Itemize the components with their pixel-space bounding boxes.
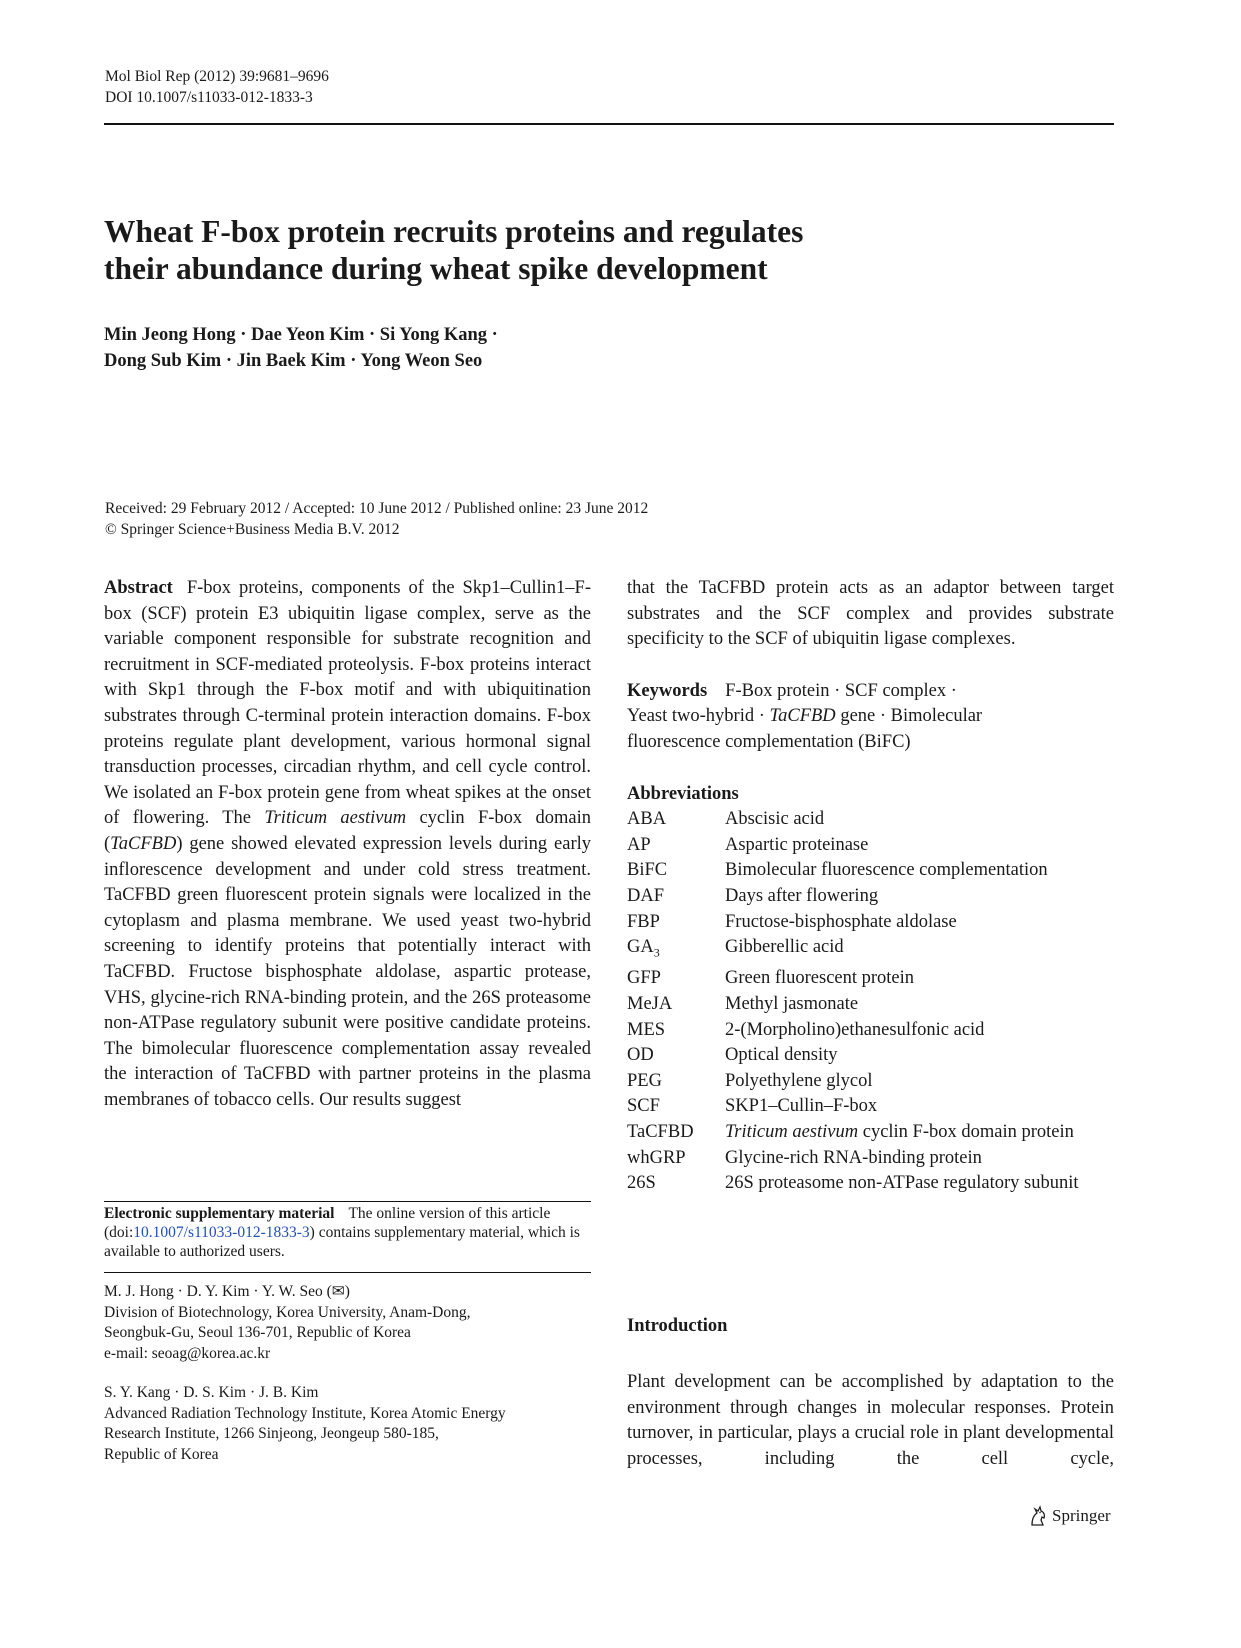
electronic-supplementary-material xyxy=(104,1201,591,1261)
author-list xyxy=(104,322,804,374)
publisher-logo xyxy=(1028,1505,1111,1527)
affiliation-1 xyxy=(104,1282,591,1364)
abbreviation-key: AP xyxy=(627,834,651,855)
abbreviations-heading: Abbreviations xyxy=(627,783,739,804)
abbreviation-row xyxy=(627,1171,1114,1197)
abbreviation-key: 26S xyxy=(627,1173,656,1194)
publisher-name: Springer xyxy=(1052,1506,1111,1525)
abbreviation-key: DAF xyxy=(627,885,665,906)
esm-title: Electronic supplementary material xyxy=(104,1205,335,1222)
abbreviation-key: ABA xyxy=(627,809,667,830)
abbreviation-row xyxy=(627,992,1114,1018)
abbreviation-definition: Optical density xyxy=(725,1045,838,1066)
abbreviation-row xyxy=(627,1120,1114,1146)
journal-citation: Mol Biol Rep (2012) 39:9681–9696 xyxy=(105,68,329,85)
doi-line: DOI 10.1007/s11033-012-1833-3 xyxy=(105,89,313,106)
abbreviation-definition: Days after flowering xyxy=(725,885,879,906)
abbreviation-row xyxy=(627,1146,1114,1172)
keywords-line-3: fluorescence complementation (BiFC) xyxy=(627,731,911,752)
springer-horse-icon xyxy=(1028,1505,1048,1527)
keywords-line-2 xyxy=(627,704,1114,730)
introduction-text: Plant development can be accomplished by adaptation to the environment through changes in molecular responses. Protein turnover, in particular, plays a crucial role in plant developmental processes, including the cell cycle, xyxy=(627,1372,1114,1469)
keywords-label: Keywords xyxy=(627,680,708,701)
abbreviation-definition: Polyethylene glycol xyxy=(725,1070,873,1091)
abbreviations-list xyxy=(627,807,1114,1197)
affiliation-2-line-2: Research Institute, 1266 Sinjeong, Jeongeup 580-185, xyxy=(104,1425,439,1442)
abbreviation-key: $GA_3$ xyxy=(627,937,660,960)
abbreviation-key: whGRP xyxy=(627,1147,686,1168)
abbreviation-key: FBP xyxy=(627,911,660,932)
abstract-gene: TaCFBD xyxy=(110,833,177,854)
abbreviation-row xyxy=(627,910,1114,936)
abbreviation-definition: Methyl jasmonate xyxy=(725,994,859,1014)
abbreviation-definition: Glycine-rich RNA-binding protein xyxy=(725,1147,982,1168)
abbreviation-row xyxy=(627,1094,1114,1120)
abbreviation-key: MeJA xyxy=(627,994,673,1014)
affiliation-2-names: S. Y. Kang · D. S. Kim · J. B. Kim xyxy=(104,1384,319,1401)
introduction-heading: Introduction xyxy=(627,1316,728,1336)
abbreviation-row xyxy=(627,884,1114,910)
abbreviation-definition: Triticum aestivum cyclin F-box domain protein xyxy=(725,1121,1074,1142)
keywords-line-2-text: Yeast two-hybrid · xyxy=(627,706,770,727)
abstract-text-3: ) gene showed elevated expression levels during early inflorescence development and under cold stress treatment. TaCFBD green fluorescent protein signals were localized in the cytoplasm and plasma membrane. We used yeast two-hybrid screening to identify proteins that potentially interact with TaCFBD. Fructose bisphosphate aldolase, aspartic protease, VHS, glycine-rich RNA-binding protein, and the 26S proteasome non-ATPase regulatory subunit were positive candidate proteins. The bimolecular fluorescence complementation assay revealed the interaction of TaCFBD with partner proteins in the plasma membranes of tobacco cells. Our results suggest xyxy=(104,833,591,1110)
abstract-text-2: cyclin F-box domain ( xyxy=(104,808,591,854)
abbreviation-key: OD xyxy=(627,1045,654,1066)
abbreviation-key: BiFC xyxy=(627,860,668,881)
abbreviation-definition: SKP1–Cullin–F-box xyxy=(725,1096,878,1117)
keywords-gene: TaCFBD xyxy=(769,706,836,727)
authors-line-2: Dong Sub Kim · Jin Baek Kim · Yong Weon Seo xyxy=(104,351,483,371)
abbreviation-key: GFP xyxy=(627,968,661,989)
abbreviation-definition: Abscisic acid xyxy=(725,809,825,830)
publication-dates xyxy=(105,498,648,540)
abbreviation-row xyxy=(627,935,1114,966)
abbreviation-row xyxy=(627,807,1114,833)
abbreviation-definition: Fructose-bisphosphate aldolase xyxy=(725,911,957,932)
abbreviation-definition: 26S proteasome non-ATPase regulatory subunit xyxy=(725,1173,1079,1194)
abbreviation-key: MES xyxy=(627,1019,666,1040)
title-line-1: Wheat F-box protein recruits proteins and regulates xyxy=(104,214,804,249)
affiliation-2-line-3: Republic of Korea xyxy=(104,1445,219,1463)
abstract-text-1: F-box proteins, components of the Skp1–Cullin1–F-box (SCF) protein E3 ubiquitin ligase complex, serve as the variable component responsible for substrate recognition and recruitment in SCF-mediated proteolysis. F-box proteins interact with Skp1 through the F-box motif and with ubiquitination substrates through C-terminal protein interaction domains. F-box proteins regulate plant development, various hormonal signal transduction processes, circadian rhythm, and cell cycle control. We isolated an F-box protein gene from wheat spikes at the onset of flowering. The xyxy=(104,578,591,829)
abbreviation-row xyxy=(627,1043,1114,1069)
abbreviation-definition: Aspartic proteinase xyxy=(725,834,869,855)
abbreviation-row xyxy=(627,966,1114,992)
keywords-line-2-rest: gene · Bimolecular xyxy=(835,706,983,727)
keywords xyxy=(627,679,1114,756)
esm-doi-link[interactable]: 10.1007/s11033-012-1833-3 xyxy=(133,1224,310,1241)
title-line-2: their abundance during wheat spike development xyxy=(104,251,768,286)
copyright-line: © Springer Science+Business Media B.V. 2012 xyxy=(105,521,400,538)
abbreviation-key: PEG xyxy=(627,1070,662,1091)
abstract-species: Triticum aestivum xyxy=(264,808,407,829)
abbreviation-definition: Green fluorescent protein xyxy=(725,968,915,989)
received-accepted-published: Received: 29 February 2012 / Accepted: 10 June 2012 / Published online: 23 June 2012 xyxy=(105,500,649,517)
keywords-line-1: F-Box protein · SCF complex · xyxy=(725,680,957,701)
abstract xyxy=(104,576,591,1113)
journal-header xyxy=(105,66,329,108)
affiliation-divider xyxy=(104,1272,591,1273)
abbreviation-row xyxy=(627,1069,1114,1095)
affiliation-1-line-2: Seongbuk-Gu, Seoul 136-701, Republic of Korea xyxy=(104,1324,411,1341)
right-column xyxy=(627,576,1114,1197)
introduction-body xyxy=(627,1370,1114,1472)
affiliation-1-email[interactable]: e-mail: seoag@korea.ac.kr xyxy=(104,1344,271,1362)
affiliation-1-line-1: Division of Biotechnology, Korea University, Anam-Dong, xyxy=(104,1303,471,1321)
abbreviation-definition: Gibberellic acid xyxy=(725,937,844,958)
affiliation-1-names: M. J. Hong · D. Y. Kim · Y. W. Seo (✉) xyxy=(104,1283,350,1300)
abstract-continuation: that the TaCFBD protein acts as an adaptor between target substrates and the SCF complex and provides substrate specificity to the SCF of ubiquitin ligase complexes. xyxy=(627,578,1114,650)
abbreviation-key: TaCFBD xyxy=(627,1121,694,1142)
abbreviation-row xyxy=(627,833,1114,859)
abbreviation-row xyxy=(627,858,1114,884)
abbreviation-definition: Bimolecular fluorescence complementation xyxy=(725,860,1048,881)
abbreviation-definition: 2-(Morpholino)ethanesulfonic acid xyxy=(725,1019,985,1040)
header-divider xyxy=(104,123,1114,125)
esm-text-1: The online version of this article (doi: xyxy=(104,1205,551,1241)
affiliation-2-line-1: Advanced Radiation Technology Institute, Korea Atomic Energy xyxy=(104,1404,506,1422)
left-column xyxy=(104,576,591,1113)
abbreviation-key: SCF xyxy=(627,1096,660,1117)
esm-text-2: ) contains supplementary material, which is available to authorized users. xyxy=(104,1224,580,1260)
authors-line-1: Min Jeong Hong · Dae Yeon Kim · Si Yong Kang · xyxy=(104,325,498,345)
abstract-label: Abstract xyxy=(104,578,173,598)
affiliation-2 xyxy=(104,1383,591,1465)
article-title xyxy=(104,213,1004,287)
abbreviation-row xyxy=(627,1018,1114,1044)
